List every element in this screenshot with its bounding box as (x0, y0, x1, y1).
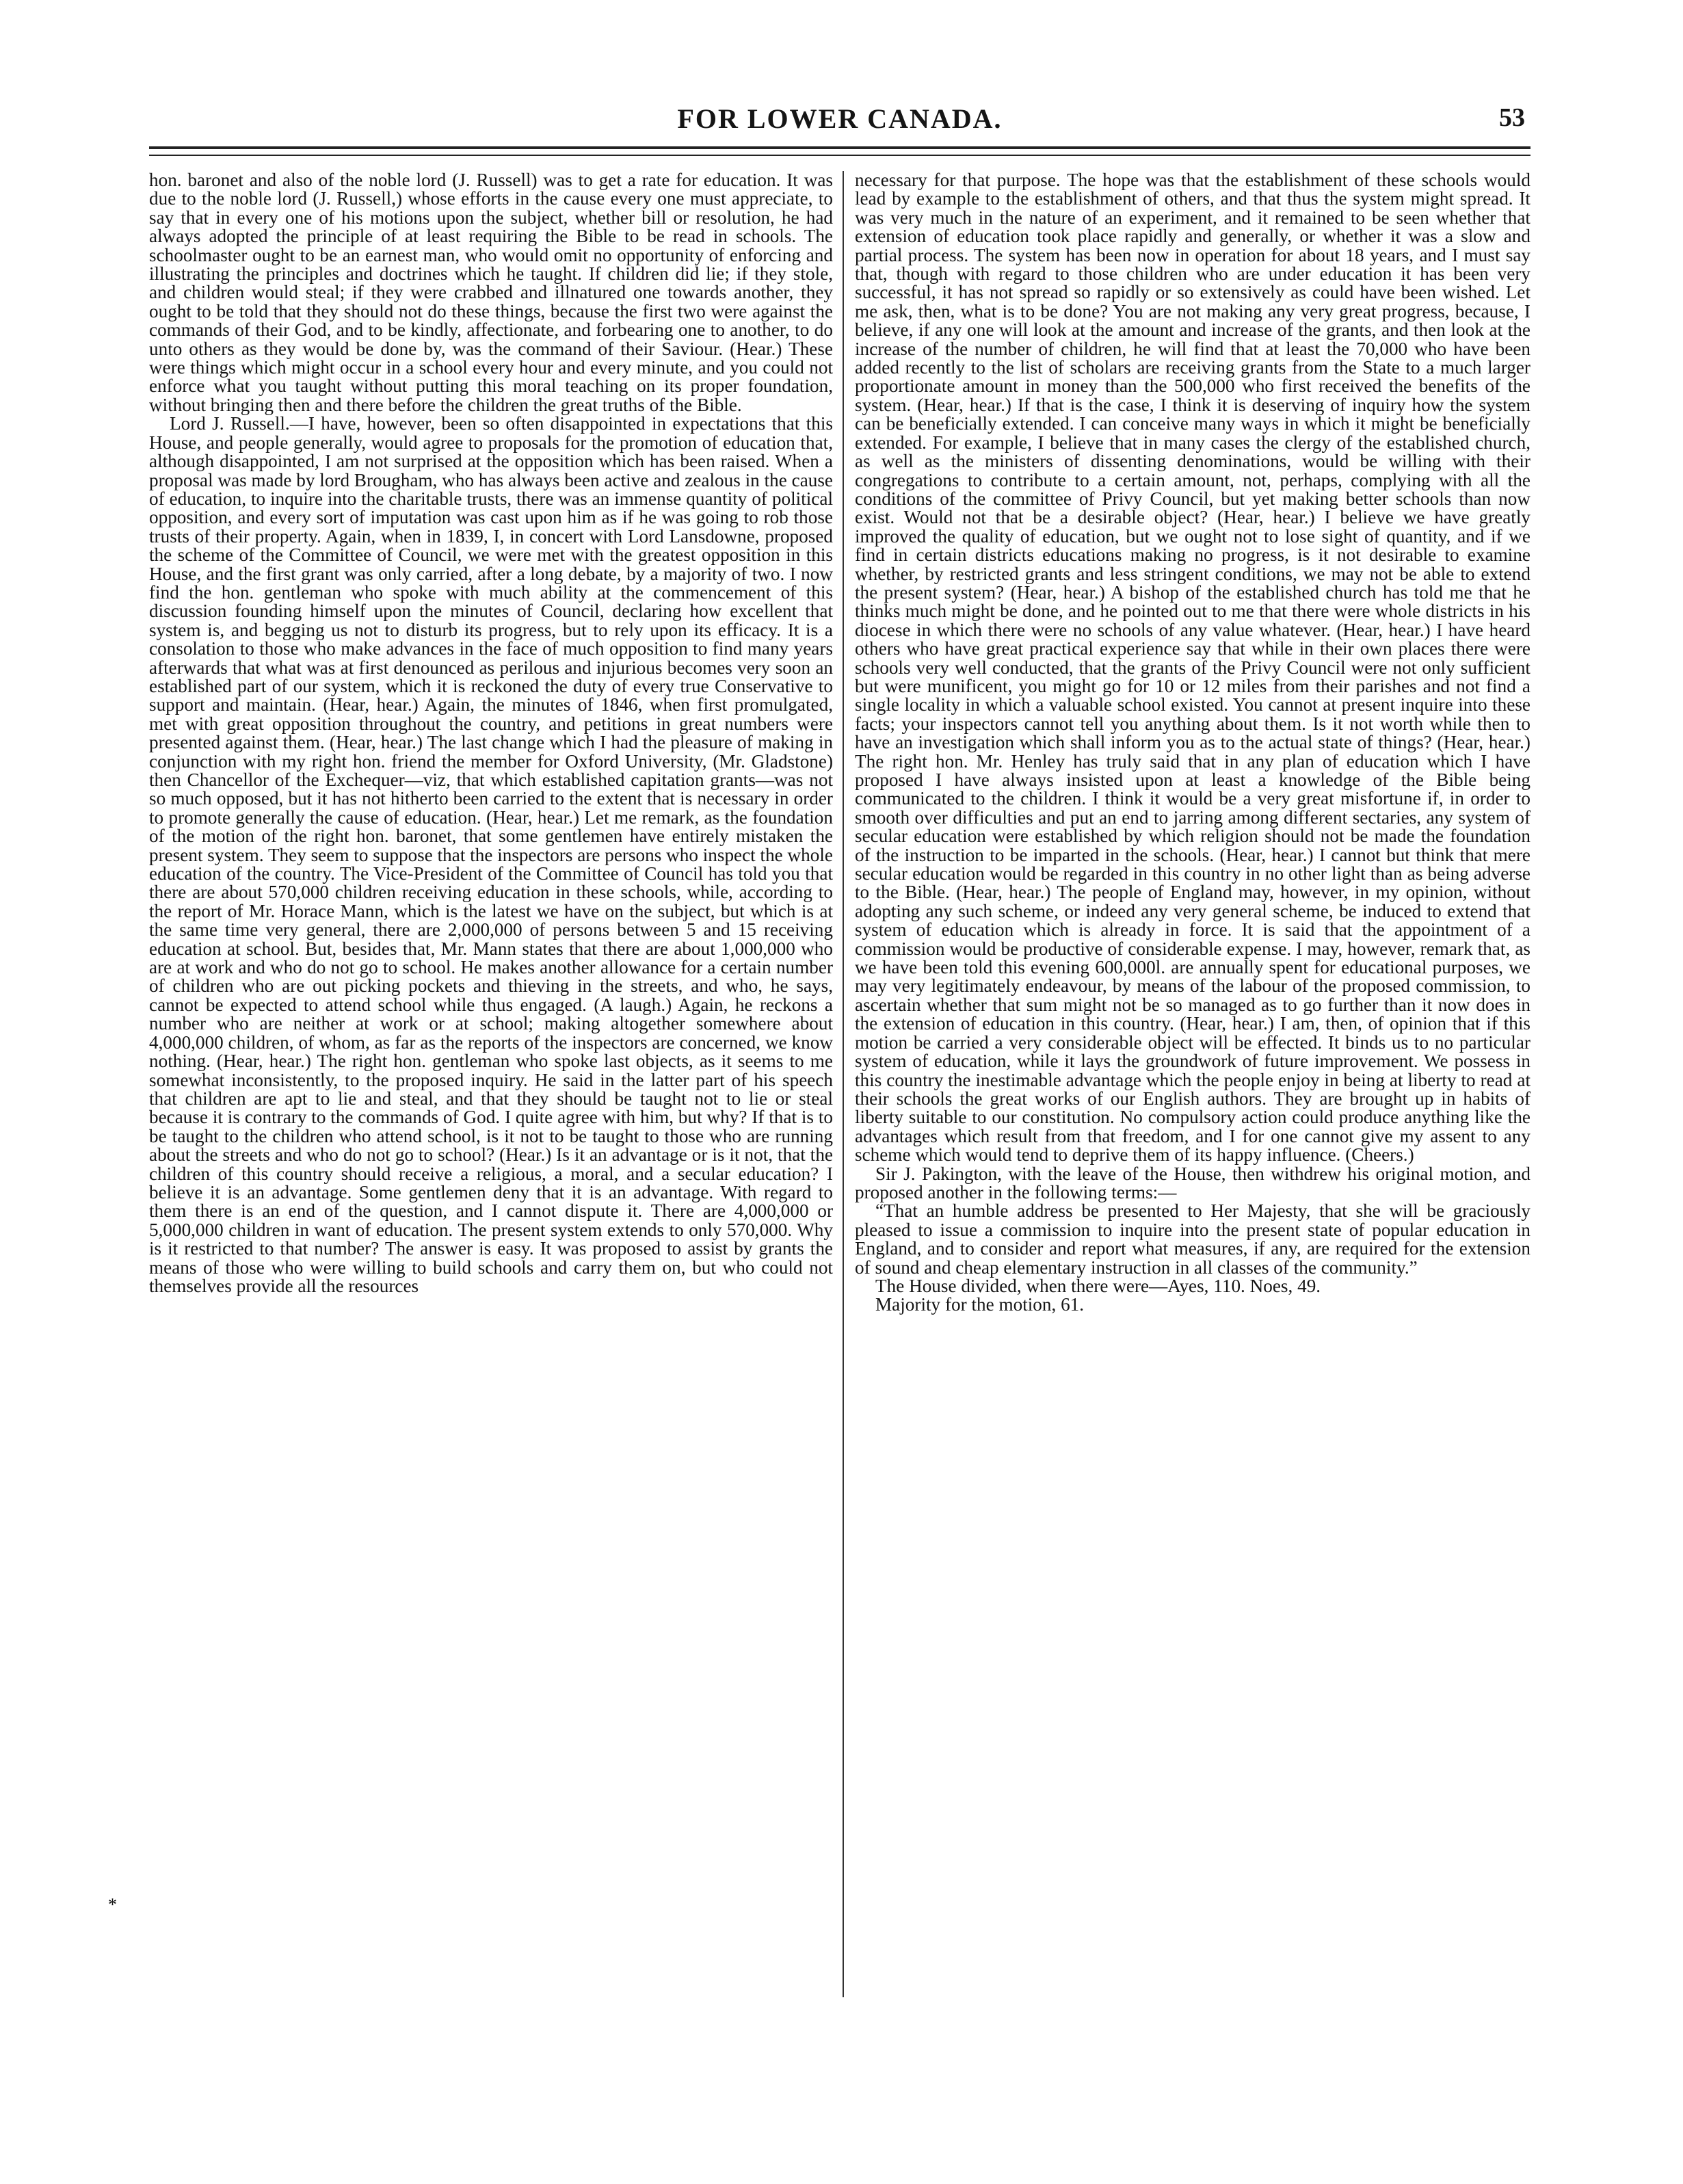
left-paragraph-2: Lord J. Russell.—I have, however, been so often disappointed in expectations that this House, and people generally, would agree to proposals for the promotion of education that, although disappointed, I am not surprised at the opposition which has been raised. When a proposal was made by lord Brougham, who has always been active and zealous in the cause of education, to inquire into the charitable trusts, there was an immense quantity of political opposition, and every sort of imputation was cast upon him as if he was going to rob those trusts of their property. Again, when in 1839, I, in concert with Lord Lansdowne, proposed the scheme of the Committee of Council, we were met with the greatest opposition in this House, and the first grant was only carried, after a long debate, by a majority of two. I now find the hon. gentleman who spoke with much ability at the commencement of this discussion founding himself upon the minutes of Council, declaring how excellent that system is, and begging us not to disturb its progress, but to rely upon its efficacy. It is a consolation to those who make advances in the face of much opposition to find many years afterwards that what was at first denounced as perilous and injurious becomes very soon an established part of our system, which it is reckoned the duty of every true Conservative to support and maintain. (Hear, hear.) Again, the minutes of 1846, when first promulgated, met with great opposition throughout the country, and petitions in great numbers were presented against them. (Hear, hear.) The last change which I had the pleasure of making in conjunction with my right hon. friend the member for Oxford University, (Mr. Gladstone) then Chancellor of the Exchequer—viz, that which established capitation grants—was not so much opposed, but it has not hitherto been carried to the extent that is necessary in order to promote generally the cause of education. (Hear, hear.) Let me remark, as the foundation of the motion of the right hon. baronet, that some gentlemen have entirely mistaken the present system. They seem to suppose that the inspectors are persons who inspect the whole education of the country. The Vice-President of the Committee of Council has told you that there are about 570,000 children receiving education in these schools, while, according to the report of Mr. Horace Mann, which is the latest we have on the subject, but which is at the same time very general, there are 2,000,000 of persons between 5 and 15 receiving education at school. But, besides that, Mr. Mann states that there are about 1,000,000 who are at work and who do not go to school. He makes another allowance for a certain number of children who are out picking pockets and thieving in the streets, and who, he says, cannot be expected to attend school while thus engaged. (A laugh.) Again, he reckons a number who are neither at work or at school; making altogether somewhere about 4,000,000 children, of whom, as far as the reports of the inspectors are concerned, we know nothing. (Hear, hear.) The right hon. gentleman who spoke last objects, as it seems to me somewhat inconsistently, to the proposed inquiry. He said in the latter part of his speech that children are apt to lie and steal, and that they should be taught not to lie or steal because it is contrary to the commands of God. I quite agree with him, but why? If that is to be taught to the children who attend school, is it not to be taught to those who are running about the streets and who do not go to school? (Hear.) Is it an advantage or is it not, that the children of this country should receive a religious, a moral, and a secular education? I believe it is an advantage. Some gentlemen deny that it is an advantage. With regard to them there is an end of the question, and I cannot dispute it. There are 4,000,000 or 5,000,000 children in want of education. The present system extends to only 570,000. Why is it restricted to that number? The answer is easy. It was proposed to assist by grants the means of those who were willing to build schools and carry them on, but who could not themselves provide all the resources (149, 413, 833, 1296)
right-paragraph-5: Majority for the motion, 61. (875, 1294, 1085, 1315)
left-paragraph-1: hon. baronet and also of the noble lord (J. Russell) was to get a rate for education. It was due to the noble lord (J. Russell,) whose efforts in the cause every one must appreciate, to say that in every one of his motions upon the subject, whether bill or resolution, he had always adopted the principle of at least requiring the Bible to be read in schools. The schoolmaster ought to be an earnest man, who would omit no opportunity of enforcing and illustrating the principles and doctrines which he taught. If children did lie; if they stole, and children would steal; if they were crabbed and illnatured one towards another, they ought to be told that they should not do these things, because the first two were against the commands of their God, and to be kindly, affectionate, and forbearing one to another, to do unto others as they would be done by, was the command of their Saviour. (Hear.) These were things which might occur in a school every hour and every minute, and you could not enforce what you taught without putting this moral teaching on its proper foundation, without bringing then and there before the children the great truths of the Bible. (149, 170, 833, 415)
header-rule-thin (149, 155, 1530, 156)
running-head: FOR LOWER CANADA. (677, 103, 1003, 134)
page-header (149, 103, 1530, 144)
right-paragraph-3: “That an humble address be presented to Her Majesty, that she will be graciously pleased to issue a commission to inquire into the present state of popular education in England, and to consider and report what measures, if any, are required for the extension of sound and cheap elementary instruction in all classes of the community.” (855, 1200, 1530, 1278)
marginal-mark: * (108, 1895, 117, 1915)
page-number: 53 (1499, 103, 1525, 132)
left-column (149, 171, 833, 1295)
right-column (855, 171, 1530, 1315)
right-paragraph-1: necessary for that purpose. The hope was that the establishment of these schools would lead by example to the establishment of others, and that thus the system might spread. It was very much in the nature of an experiment, and it remained to be seen whether that extension of education took place rapidly and generally, or whether it was a slow and partial process. The system has been now in operation for about 18 years, and I must say that, though with regard to those children who are under education it has been very successful, it has not spread so rapidly or so extensively as could have been wished. Let me ask, then, what is to be done? You are not making any very great progress, because, I believe, if any one will look at the amount and increase of the grants, and then look at the increase of the number of children, he will find that at least the 70,000 who have been added recently to the list of scholars are receiving grants from the State to a much larger proportionate amount in money than the 500,000 who first received the benefits of the system. (Hear, hear.) If that is the case, I think it is deserving of inquiry how the system can be beneficially extended. I can conceive many ways in which it might be beneficially extended. For example, I believe that in many cases the clergy of the established church, as well as the ministers of dissenting denominations, would be willing with their congregations to contribute to a certain amount, not, perhaps, complying with all the conditions of the committee of Privy Council, but yet making better schools than now exist. Would not that be a desirable object? (Hear, hear.) I believe we have greatly improved the quality of education, but we ought not to lose sight of quantity, and if we find in certain districts educations making no progress, is it not desirable to examine whether, by restricted grants and less stringent conditions, we may not be able to extend the present system? (Hear, hear.) A bishop of the established church has told me that he thinks much might be done, and he pointed out to me that there were whole districts in his diocese in which there were no schools of any value whatever. (Hear, hear.) I have heard others who have great practical experience say that while in their own places there were schools very well conducted, that the grants of the Privy Council were not only sufficient but were munificent, you might go for 10 or 12 miles from their parishes and not find a single locality in which a valuable school existed. You cannot at present inquire into these facts; your inspectors cannot tell you anything about them. Is it not worth while then to have an investigation which shall inform you as to the actual state of things? (Hear, hear.) The right hon. Mr. Henley has truly said that in any plan of education which I have proposed I have always insisted upon at least a knowledge of the Bible being communicated to the children. I think it would be a very great misfortune if, in order to smooth over difficulties and put an end to jarring among different sectaries, any system of secular education were established by which religion should not be made the foundation of the instruction to be imparted in the schools. (Hear, hear.) I cannot but think that mere secular education would be regarded in this country in no other light than as being adverse to the Bible. (Hear, hear.) The people of England may, however, in my opinion, without adopting any such scheme, or indeed any very general scheme, be induced to extend that system of education which is already in force. It is said that the appointment of a commission would be productive of considerable expense. I may, however, remark that, as we have been told this evening 600,000l. are annually spent for educational purposes, we may very legitimately endeavour, by means of the labour of the proposed commission, to ascertain whether that sum might not be so managed as to go further than it now does in the extension of education in this country. (Hear, hear.) I am, then, of opinion that if this motion be carried a very considerable object will be effected. It binds us to no particular system of education, while it lays the groundwork of future improvement. We possess in this country the inestimable advantage which the people enjoy in being at liberty to read at their schools the great works of our English authors. They are brought up in habits of liberty suitable to our constitution. No compulsory action could produce anything like the advantages which result from that freedom, and I for one cannot give my assent to any scheme which would tend to deprive them of its happy influence. (Cheers.) (855, 170, 1530, 1166)
column-divider (843, 171, 844, 1997)
header-rule-thick (149, 146, 1530, 149)
right-paragraph-2: Sir J. Pakington, with the leave of the House, then withdrew his original motion, and proposed another in the following terms:— (855, 1163, 1530, 1202)
right-paragraph-4: The House divided, when there were—Ayes, 110. Noes, 49. (875, 1275, 1321, 1296)
